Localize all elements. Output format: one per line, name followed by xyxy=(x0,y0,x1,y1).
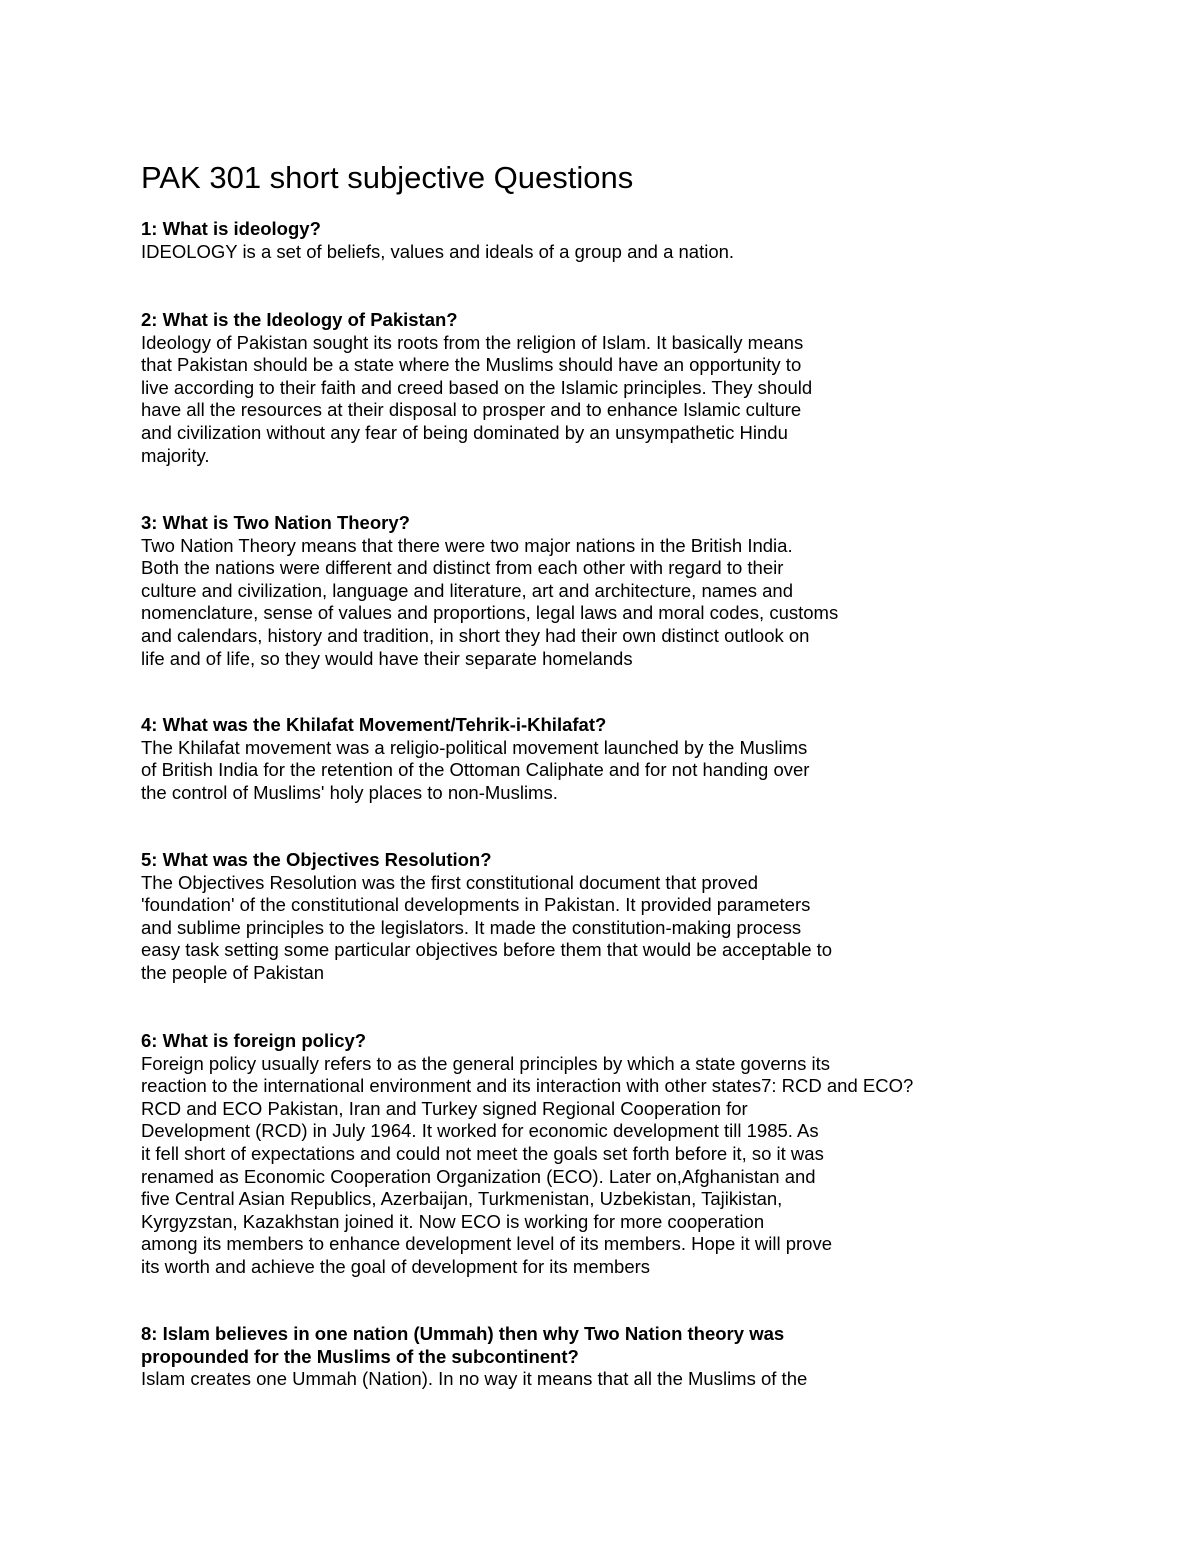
question-5: 5: What was the Objectives Resolution? xyxy=(141,849,492,870)
answer-5-line-4: easy task setting some particular objectives before them that would be acceptable to xyxy=(141,939,833,961)
answer-8-line-1: Islam creates one Ummah (Nation). In no way it means that all the Muslims of the xyxy=(141,1368,808,1390)
answer-4-line-2: of British India for the retention of the Ottoman Caliphate and for not handing over xyxy=(141,759,810,781)
answer-3-line-4: nomenclature, sense of values and proportions, legal laws and moral codes, customs xyxy=(141,602,839,624)
answer-3-line-2: Both the nations were different and distinct from each other with regard to their xyxy=(141,557,784,579)
answer-6-line-5: it fell short of expectations and could not meet the goals set forth before it, so it was xyxy=(141,1142,824,1164)
answer-2-line-1: Ideology of Pakistan sought its roots from the religion of Islam. It basically means xyxy=(141,331,804,353)
question-3: 3: What is Two Nation Theory? xyxy=(141,512,410,533)
question-1: 1: What is ideology? xyxy=(141,218,321,239)
answer-4-line-1: The Khilafat movement was a religio-political movement launched by the Muslims xyxy=(141,736,808,758)
answer-5-line-1: The Objectives Resolution was the first constitutional document that proved xyxy=(141,871,758,893)
answer-6-line-6: renamed as Economic Cooperation Organization (ECO). Later on,Afghanistan and xyxy=(141,1165,816,1187)
answer-6-line-2: reaction to the international environment and its interaction with other states7: RCD and ECO? xyxy=(141,1075,914,1097)
answer-3-line-3: culture and civilization, language and literature, art and architecture, names and xyxy=(141,579,793,601)
qa-section-8 xyxy=(141,1323,981,1391)
answer-6-line-9: among its members to enhance development level of its members. Hope it will prove xyxy=(141,1233,832,1255)
answer-5-line-3: and sublime principles to the legislators. It made the constitution-making process xyxy=(141,916,802,938)
answer-6-line-4: Development (RCD) in July 1964. It worked for economic development till 1985. As xyxy=(141,1120,819,1142)
question-8-line-2: propounded for the Muslims of the subcontinent? xyxy=(141,1345,579,1367)
answer-2-line-3: live according to their faith and creed based on the Islamic principles. They should xyxy=(141,376,813,398)
answer-2-line-5: and civilization without any fear of being dominated by an unsympathetic Hindu xyxy=(141,421,788,443)
answer-3-line-1: Two Nation Theory means that there were two major nations in the British India. xyxy=(141,534,793,556)
qa-section-5 xyxy=(141,849,981,985)
qa-section-3 xyxy=(141,512,981,670)
answer-5-line-5: the people of Pakistan xyxy=(141,961,325,983)
answer-2-line-2: that Pakistan should be a state where the Muslims should have an opportunity to xyxy=(141,354,802,376)
page-title: PAK 301 short subjective Questions xyxy=(141,160,634,195)
answer-3-line-5: and calendars, history and tradition, in short they had their own distinct outlook on xyxy=(141,624,810,646)
question-8-line-1: 8: Islam believes in one nation (Ummah) then why Two Nation theory was xyxy=(141,1323,785,1344)
qa-section-2 xyxy=(141,309,981,467)
answer-6-line-3: RCD and ECO Pakistan, Iran and Turkey signed Regional Cooperation for xyxy=(141,1097,748,1119)
answer-5-line-2: 'foundation' of the constitutional developments in Pakistan. It provided parameters xyxy=(141,894,811,916)
qa-section-4 xyxy=(141,714,981,804)
question-4: 4: What was the Khilafat Movement/Tehrik-i-Khilafat? xyxy=(141,714,607,735)
answer-6-line-7: five Central Asian Republics, Azerbaijan, Turkmenistan, Uzbekistan, Tajikistan, xyxy=(141,1188,783,1210)
answer-2-line-6: majority. xyxy=(141,444,210,466)
answer-6-line-1: Foreign policy usually refers to as the general principles by which a state governs its xyxy=(141,1052,830,1074)
answer-1-line-1: IDEOLOGY is a set of beliefs, values and ideals of a group and a nation. xyxy=(141,240,735,262)
answer-2-line-4: have all the resources at their disposal to prosper and to enhance Islamic culture xyxy=(141,399,802,421)
answer-3-line-6: life and of life, so they would have their separate homelands xyxy=(141,647,633,669)
answer-6-line-10: its worth and achieve the goal of development for its members xyxy=(141,1255,651,1277)
qa-section-1 xyxy=(141,218,981,263)
answer-4-line-3: the control of Muslims' holy places to non-Muslims. xyxy=(141,781,558,803)
question-2: 2: What is the Ideology of Pakistan? xyxy=(141,309,458,330)
answer-6-line-8: Kyrgyzstan, Kazakhstan joined it. Now ECO is working for more cooperation xyxy=(141,1210,765,1232)
qa-section-6 xyxy=(141,1030,981,1279)
question-6: 6: What is foreign policy? xyxy=(141,1030,367,1051)
